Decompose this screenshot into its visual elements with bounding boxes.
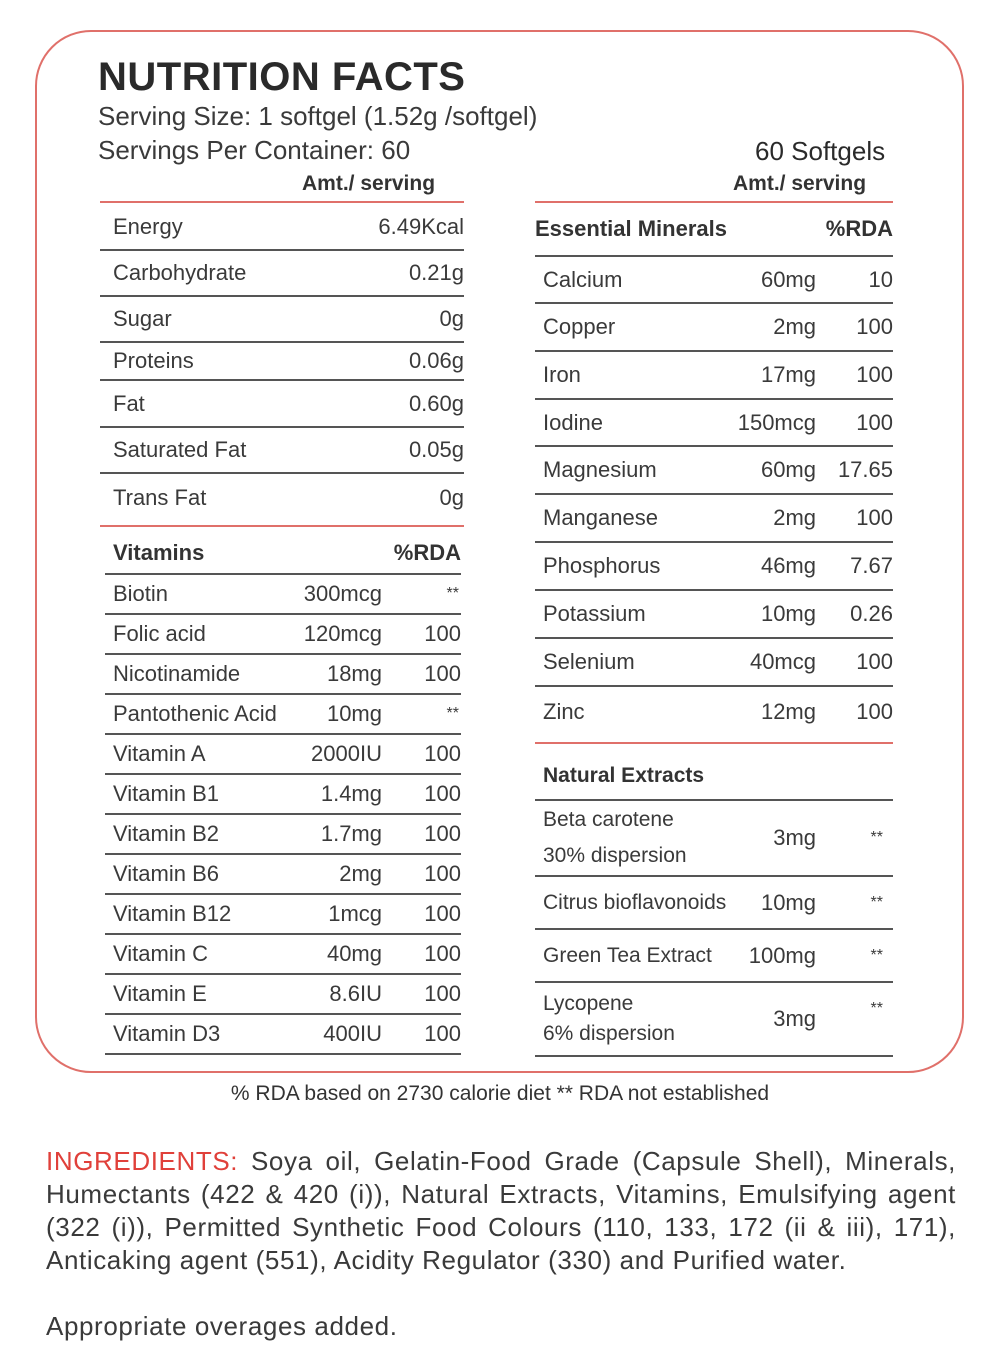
nutrient-amount: 6.49Kcal bbox=[378, 214, 464, 239]
vitamin-row bbox=[105, 855, 461, 895]
vitamins-heading: Vitamins bbox=[113, 540, 205, 565]
overages-note: Appropriate overages added. bbox=[46, 1311, 398, 1341]
vitamin-label: Vitamin A bbox=[113, 741, 206, 766]
mineral-label: Potassium bbox=[543, 601, 646, 626]
extract-label bbox=[543, 989, 675, 1049]
mineral-row bbox=[535, 495, 893, 543]
vitamin-amount: 40mg bbox=[326, 941, 382, 966]
nutrient-label: Trans Fat bbox=[113, 485, 207, 510]
mineral-row bbox=[535, 255, 893, 304]
divider-red bbox=[100, 525, 464, 527]
vitamin-amount: 2mg bbox=[339, 861, 382, 886]
vitamin-rda: ** bbox=[446, 585, 459, 602]
extract-row bbox=[535, 930, 893, 983]
mineral-label: Phosphorus bbox=[543, 553, 661, 578]
pack-count: 60 Softgels bbox=[755, 136, 886, 166]
vitamin-label: Biotin bbox=[113, 581, 169, 606]
minerals-header-row bbox=[535, 205, 893, 253]
mineral-row bbox=[535, 304, 893, 352]
vitamins-header-row bbox=[105, 533, 461, 575]
mineral-amount: 2mg bbox=[773, 314, 816, 339]
vitamin-amount: 120mcg bbox=[303, 621, 382, 646]
vitamin-amount: 1.7mg bbox=[320, 821, 382, 846]
mineral-amount: 150mcg bbox=[737, 409, 816, 435]
vitamin-row bbox=[105, 735, 461, 775]
vitamin-rda: 100 bbox=[424, 941, 461, 966]
vitamin-row bbox=[105, 775, 461, 815]
mineral-rda: 100 bbox=[856, 505, 893, 530]
vitamin-label: Vitamin C bbox=[113, 941, 208, 966]
vitamin-row bbox=[105, 615, 461, 655]
vitamin-row bbox=[105, 575, 461, 615]
ingredients-text: Soya oil, Gelatin-Food Grade (Capsule Shell), Minerals, Humectants (422 & 420 (i)), Natural Extracts, Vitamins, Emulsifying agent (322 (i)), Permitted Synthetic Food Colours (110, 133, 172 (ii & iii), 171), Anticaking agent (551), Acidity Regulator (330) and Purified water. bbox=[46, 1146, 956, 1275]
mineral-label: Iodine bbox=[543, 409, 603, 435]
vitamin-amount: 18mg bbox=[326, 661, 382, 686]
mineral-rda: 100 bbox=[856, 409, 893, 435]
mineral-row bbox=[535, 447, 893, 495]
mineral-amount: 10mg bbox=[760, 601, 816, 626]
ingredients-paragraph bbox=[46, 1145, 956, 1277]
vitamin-row bbox=[105, 935, 461, 975]
extract-row bbox=[535, 877, 893, 930]
vitamin-label: Nicotinamide bbox=[113, 661, 241, 686]
mineral-rda: 7.67 bbox=[850, 553, 893, 578]
vitamin-rda: 100 bbox=[424, 1021, 461, 1046]
vitamin-amount: 2000IU bbox=[311, 741, 382, 766]
divider-red bbox=[535, 742, 893, 744]
vitamin-rda: 100 bbox=[424, 741, 461, 766]
vitamin-label: Pantothenic Acid bbox=[113, 701, 277, 726]
mineral-label: Selenium bbox=[543, 649, 635, 674]
nutrient-amount: 0.60g bbox=[408, 390, 464, 416]
nutrient-amount: 0.05g bbox=[408, 437, 464, 462]
vitamin-label: Vitamin E bbox=[113, 981, 207, 1006]
vitamin-label: Vitamin B2 bbox=[113, 821, 219, 846]
extract-rda: ** bbox=[870, 1000, 883, 1017]
nutrient-row bbox=[100, 428, 464, 474]
vitamin-label: Folic acid bbox=[113, 621, 206, 646]
extract-label-line1: Lycopene bbox=[543, 992, 634, 1015]
nutrient-row bbox=[100, 343, 464, 381]
nutrient-label: Saturated Fat bbox=[113, 437, 247, 462]
extract-amount: 3mg bbox=[773, 825, 816, 850]
extract-rda: ** bbox=[870, 893, 883, 911]
page-title: NUTRITION FACTS bbox=[98, 55, 466, 99]
nutrient-amount: 0g bbox=[439, 306, 464, 331]
mineral-amount: 2mg bbox=[773, 505, 816, 530]
mineral-rda: 100 bbox=[856, 699, 893, 724]
mineral-amount: 40mcg bbox=[749, 649, 816, 674]
mineral-row bbox=[535, 591, 893, 639]
extract-row bbox=[535, 983, 893, 1057]
vitamin-rda: 100 bbox=[424, 981, 461, 1006]
mineral-label: Manganese bbox=[543, 505, 658, 530]
vitamin-amount: 400IU bbox=[323, 1021, 382, 1046]
mineral-label: Magnesium bbox=[543, 457, 657, 482]
extract-label bbox=[543, 802, 687, 874]
extract-label-line1: Beta carotene bbox=[543, 808, 674, 831]
vitamin-row bbox=[105, 975, 461, 1015]
mineral-rda: 17.65 bbox=[837, 457, 893, 482]
vitamin-label: Vitamin B1 bbox=[113, 781, 219, 806]
extract-label-line1: Citrus bioflavonoids bbox=[543, 890, 727, 914]
amt-per-serving-header-left: Amt./ serving bbox=[302, 172, 436, 195]
extract-rda: ** bbox=[870, 829, 883, 846]
mineral-row bbox=[535, 352, 893, 400]
vitamin-amount: 10mg bbox=[326, 701, 382, 726]
vitamin-rda: 100 bbox=[424, 621, 461, 646]
vitamin-amount: 300mcg bbox=[303, 581, 382, 606]
nutrient-label: Sugar bbox=[113, 306, 172, 331]
vitamin-rda: 100 bbox=[424, 861, 461, 886]
mineral-rda: 0.26 bbox=[850, 601, 893, 626]
extract-label bbox=[543, 938, 712, 974]
vitamin-rda: 100 bbox=[424, 661, 461, 686]
mineral-amount: 46mg bbox=[760, 553, 816, 578]
nutrient-label: Proteins bbox=[113, 348, 194, 373]
vitamin-row bbox=[105, 815, 461, 855]
extract-amount: 10mg bbox=[760, 889, 816, 915]
mineral-amount: 12mg bbox=[760, 699, 816, 724]
divider-red bbox=[100, 201, 464, 203]
amt-per-serving-header-right: Amt./ serving bbox=[733, 172, 867, 195]
mineral-row bbox=[535, 400, 893, 447]
vitamin-amount: 1mcg bbox=[328, 901, 382, 926]
extract-label-line2: 30% dispersion bbox=[543, 844, 687, 867]
vitamin-rda: 100 bbox=[424, 901, 461, 926]
vitamin-rda: ** bbox=[446, 705, 459, 722]
vitamin-rda: 100 bbox=[424, 821, 461, 846]
servings-per-container: Servings Per Container: 60 bbox=[98, 135, 411, 165]
vitamin-row bbox=[105, 695, 461, 735]
nutrient-amount: 0g bbox=[439, 485, 464, 510]
vitamin-row bbox=[105, 895, 461, 935]
extract-amount: 100mg bbox=[748, 942, 816, 968]
nutrient-amount: 0.06g bbox=[408, 348, 464, 373]
mineral-rda: 100 bbox=[856, 649, 893, 674]
mineral-row bbox=[535, 639, 893, 687]
mineral-row bbox=[535, 687, 893, 737]
vitamin-amount: 8.6IU bbox=[329, 981, 382, 1006]
vitamin-label: Vitamin B6 bbox=[113, 861, 219, 886]
mineral-amount: 60mg bbox=[760, 457, 816, 482]
rda-footnote: % RDA based on 2730 calorie diet ** RDA not established bbox=[230, 1082, 770, 1105]
nutrient-label: Energy bbox=[113, 214, 183, 239]
nutrient-row bbox=[100, 205, 464, 251]
mineral-rda: 100 bbox=[856, 314, 893, 339]
mineral-row bbox=[535, 543, 893, 591]
vitamin-label: Vitamin B12 bbox=[113, 901, 232, 926]
extract-label-line2: 6% dispersion bbox=[543, 1022, 675, 1045]
divider-red bbox=[535, 201, 893, 203]
vitamin-row bbox=[105, 655, 461, 695]
vitamin-amount: 1.4mg bbox=[320, 781, 382, 806]
extracts-header-row bbox=[535, 752, 893, 801]
nutrient-label: Fat bbox=[113, 390, 145, 416]
extract-amount: 3mg bbox=[773, 1006, 816, 1031]
extract-label bbox=[543, 885, 726, 921]
minerals-heading: Essential Minerals bbox=[535, 216, 727, 241]
mineral-amount: 60mg bbox=[760, 266, 816, 292]
nutrient-row bbox=[100, 474, 464, 522]
mineral-label: Iron bbox=[543, 362, 581, 387]
ingredients-label: INGREDIENTS: bbox=[46, 1146, 239, 1176]
nutrient-label: Carbohydrate bbox=[113, 260, 247, 285]
vitamin-row bbox=[105, 1015, 461, 1055]
extract-label-line1: Green Tea Extract bbox=[543, 943, 712, 967]
nutrient-row bbox=[100, 381, 464, 428]
vitamins-rda-heading: %RDA bbox=[393, 540, 461, 565]
mineral-label: Calcium bbox=[543, 266, 623, 292]
minerals-rda-heading: %RDA bbox=[825, 216, 893, 241]
nutrient-row bbox=[100, 251, 464, 297]
mineral-label: Copper bbox=[543, 314, 616, 339]
mineral-rda: 100 bbox=[856, 362, 893, 387]
extracts-heading: Natural Extracts bbox=[543, 763, 705, 787]
serving-size: Serving Size: 1 softgel (1.52g /softgel) bbox=[98, 101, 538, 131]
mineral-rda: 10 bbox=[868, 266, 893, 292]
mineral-label: Zinc bbox=[543, 699, 585, 724]
nutrient-row bbox=[100, 297, 464, 343]
extract-row bbox=[535, 801, 893, 877]
vitamin-rda: 100 bbox=[424, 781, 461, 806]
mineral-amount: 17mg bbox=[760, 362, 816, 387]
nutrient-amount: 0.21g bbox=[408, 260, 464, 285]
vitamin-label: Vitamin D3 bbox=[113, 1021, 221, 1046]
extract-rda: ** bbox=[870, 946, 883, 964]
